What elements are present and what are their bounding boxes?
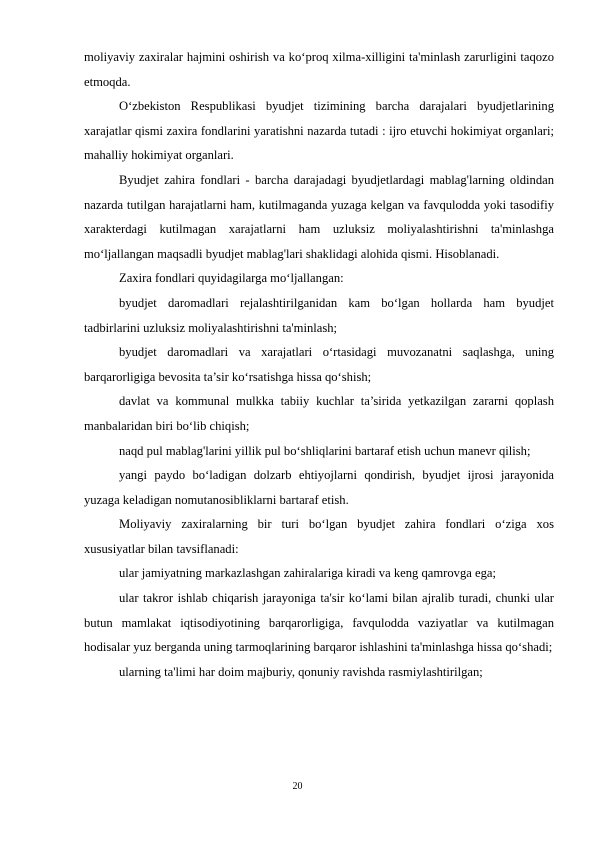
document-body	[84, 45, 554, 684]
list-item: davlat va kommunal mulkka tabiiy kuchlar ta’sirida yetkazilgan zararni qoplash manbalaridan biri bo‘lib chiqish;	[84, 394, 554, 433]
page-number: 20	[292, 781, 303, 792]
list-item: byudjet daromadlari rejalashtirilganidan kam bo‘lgan hollarda ham byudjet tadbirlarini uzluksiz moliyalashtirishni ta'minlash;	[84, 295, 554, 335]
list-item: ular takror ishlab chiqarish jarayoniga ta'sir ko‘lami bilan ajralib turadi, chunki ular butun mamlakat iqtisodiyotining barqarorligiga, favqulodda vaziyatlar va kutilmagan hodisalar yuz berganda uning tarmoqlarining barqaror ishlashini ta'minlashga hissa qo‘shadi;	[84, 591, 554, 655]
list-item: ularning ta'limi har doim majburiy, qonuniy ravishda rasmiylashtirilgan;	[119, 664, 483, 679]
paragraph-purposes-intro: Zaxira fondlari quyidagilarga mo‘ljallangan:	[119, 271, 344, 286]
list-item: yangi paydo bo‘ladigan dolzarb ehtiyojlarni qondirish, byudjet ijrosi jarayonida yuzaga keladigan nomutanosibliklarni bartaraf etish.	[84, 468, 554, 507]
paragraph-budget-system: O‘zbekiston Respublikasi byudjet tizimining barcha darajalari byudjetlarining xarajatlar qismi zaxira fondlarini yaratishni nazarda tutadi : ijro etuvchi hokimiyat organlari; mahalliy hokimiyat organlari.	[84, 99, 554, 163]
paragraph-continuation: moliyaviy zaxiralar hajmini oshirish va ko‘proq xilma-xilligini ta'minlash zarurligini taqozo etmoqda.	[84, 50, 554, 89]
list-item: naqd pul mablag'larini yillik pul bo‘shliqlarini bartaraf etish uchun manevr qilish;	[119, 443, 531, 458]
list-item: byudjet daromadlari va xarajatlari o‘rtasidagi muvozanatni saqlashga, uning barqarorligiga bevosita ta’sir ko‘rsatishga hissa qo‘shish;	[84, 345, 554, 384]
paragraph-features-intro: Moliyaviy zaxiralarning bir turi bo‘lgan byudjet zahira fondlari o‘ziga xos xususiyatlar bilan tavsiflanadi:	[84, 517, 554, 556]
paragraph-reserve-funds-definition: Byudjet zahira fondlari - barcha darajadagi byudjetlardagi mablag'larning oldindan nazarda tutilgan harajatlarni ham, kutilmaganda yuzaga kelgan va favqulodda yoki tasodifiy xarakterdagi kutilmagan xarajatlarni ham uzluksiz moliyalashtirishni ta'minlashga mo‘ljallangan maqsadli byudjet mablag'lari shaklidagi alohida qismi. Hisoblanadi.	[84, 172, 554, 261]
list-item: ular jamiyatning markazlashgan zahiralariga kiradi va keng qamrovga ega;	[119, 566, 496, 581]
